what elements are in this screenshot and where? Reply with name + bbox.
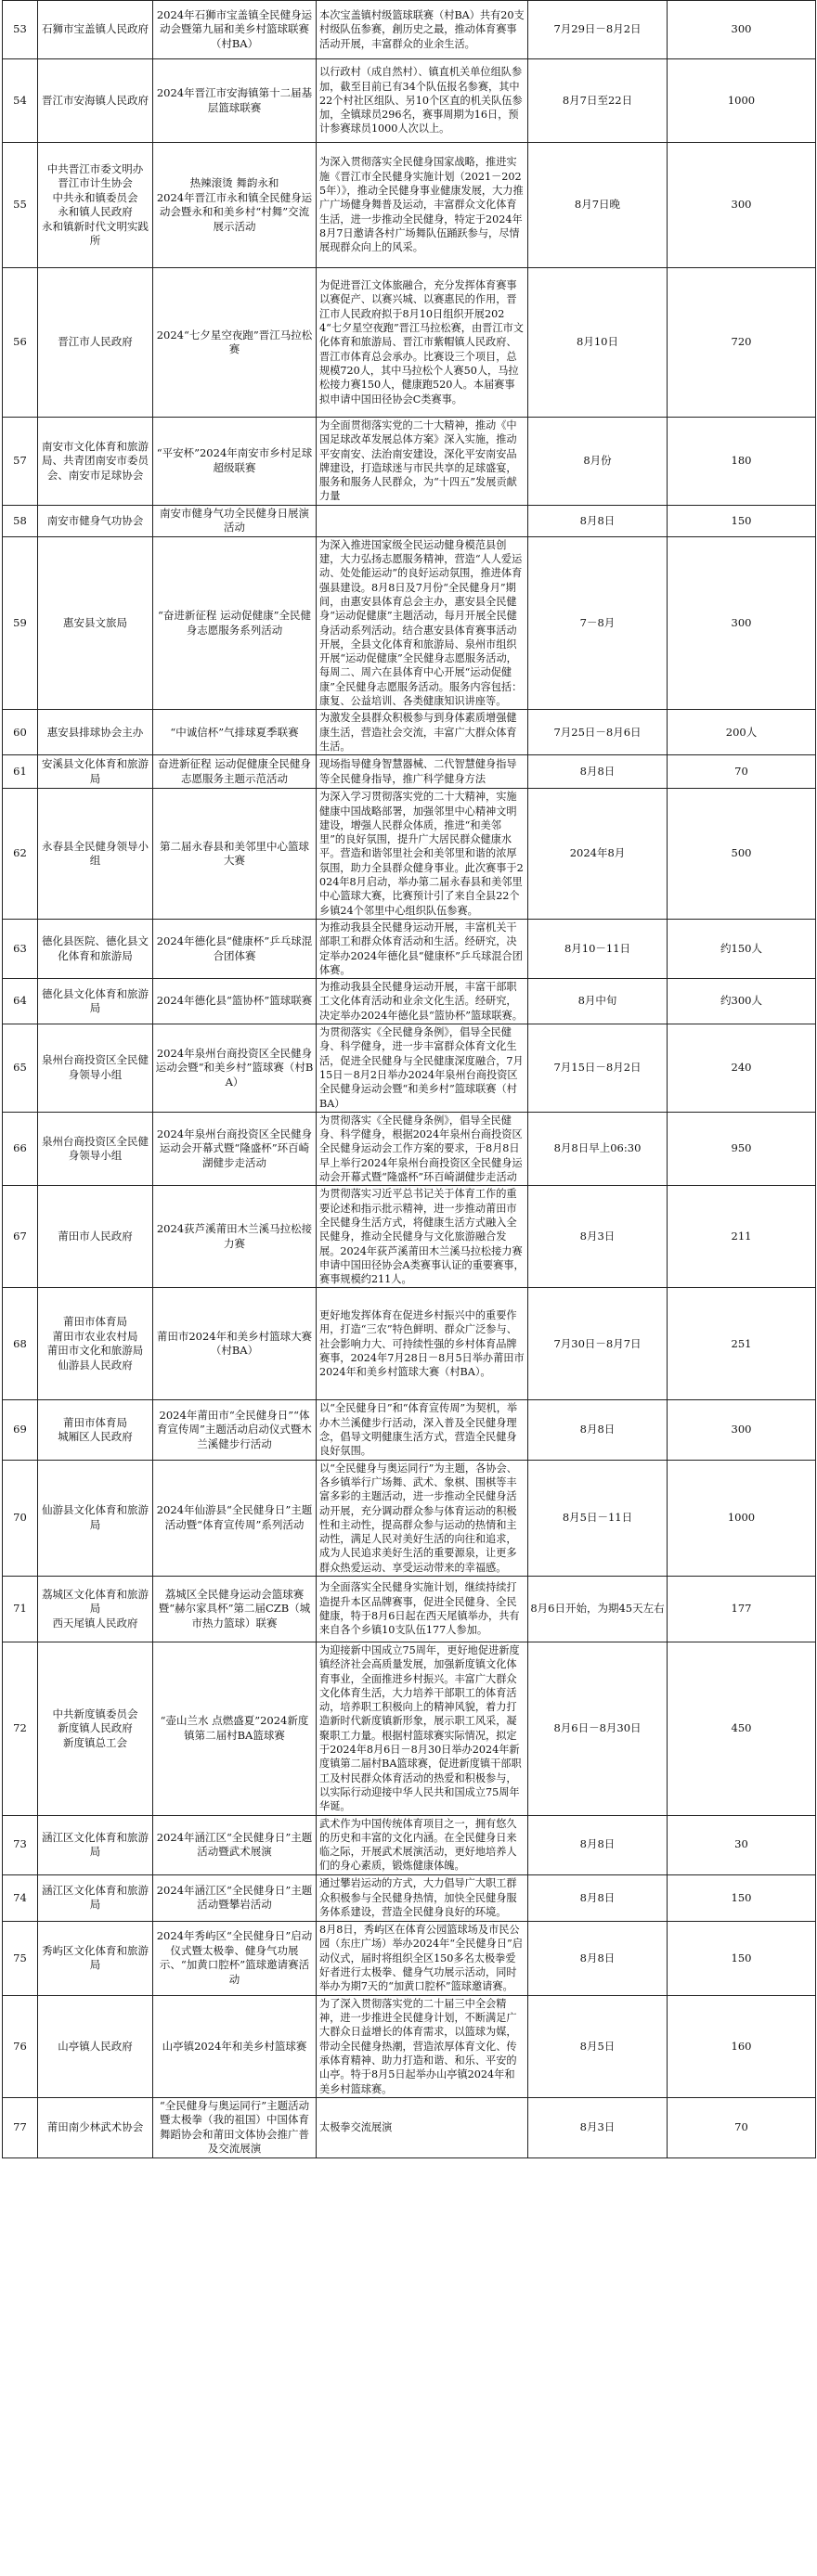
row-number-cell: 69 — [3, 1400, 38, 1460]
row-number-cell: 56 — [3, 268, 38, 418]
event-name-cell: 2024年仙游县“全民健身日”主题活动暨“体育宣传周”系列活动 — [153, 1460, 317, 1576]
participant-count-cell: 180 — [668, 418, 816, 506]
event-time-cell: 8月7日至22日 — [528, 59, 668, 143]
row-number-cell: 53 — [3, 1, 38, 59]
table-row — [3, 1112, 816, 1185]
table-row — [3, 505, 816, 536]
event-name-cell: 南安市健身气功全民健身日展演活动 — [153, 505, 317, 536]
organizer-cell: 晋江市人民政府 — [38, 268, 153, 418]
event-content-cell: 为贯彻落实《全民健身条例》，倡导全民健身、科学健身，进一步丰富群众体育文化生活，促进全民健身与全民健康深度融合，7月15日－8月2日举办2024年泉州台商投资区全民健身运动会暨“和美乡村”篮球联赛（村BA） — [317, 1024, 528, 1113]
event-time-cell: 8月8日 — [528, 755, 668, 789]
table-row — [3, 1400, 816, 1460]
organizer-cell: 仙游县文化体育和旅游局 — [38, 1460, 153, 1576]
event-content-cell: 现场指导健身智慧器械、二代智慧健身指导等全民健身指导，推广科学健身方法 — [317, 755, 528, 789]
event-name-cell: 2024年莆田市“全民健身日”“体育宣传周”主题活动启动仪式暨木兰溪健步行活动 — [153, 1400, 317, 1460]
event-content-cell: 更好地发挥体育在促进乡村振兴中的重要作用，打造“三农”特色鲜明、群众广泛参与、社会影响力大、可持续性强的乡村体育品牌赛事，2024年7月28日－8月5日举办莆田市2024年和美乡村篮球大赛（村BA）。 — [317, 1288, 528, 1400]
organizer-cell: 荔城区文化体育和旅游局 西天尾镇人民政府 — [38, 1577, 153, 1642]
table-row — [3, 1921, 816, 1995]
row-number-cell: 74 — [3, 1874, 38, 1921]
table-row — [3, 1288, 816, 1400]
event-name-cell: “平安杯”2024年南安市乡村足球超级联赛 — [153, 418, 317, 506]
event-content-cell: 本次宝盖镇村级篮球联赛（村BA）共有20支村级队伍参赛，創历史之最，推动体育赛事活动开展，丰富群众的业余生活。 — [317, 1, 528, 59]
participant-count-cell: 251 — [668, 1288, 816, 1400]
event-content-cell: 以“全民健身日”和“体育宣传周”为契机，举办木兰溪健步行活动，深入普及全民健身理念，倡导文明健康生活方式，营造全民健身良好氛围。 — [317, 1400, 528, 1460]
participant-count-cell: 240 — [668, 1024, 816, 1113]
event-name-cell: 2024“七夕星空夜跑”晋江马拉松赛 — [153, 268, 317, 418]
event-name-cell: “壶山兰水 点燃盛夏”2024新度镇第二届村BA篮球赛 — [153, 1642, 317, 1816]
organizer-cell: 石狮市宝盖镇人民政府 — [38, 1, 153, 59]
event-content-cell: 以“全民健身与奥运同行”为主题，各协会、各乡镇举行广场舞、武术、象棋、围棋等丰富多彩的主题活动，进一步推动全民健身活动开展，充分调动群众参与体育运动的积极性和主动性，提高群众参与运动的热情和主动性，满足人民对美好生活的向往和追求，成为人民追求美好生活的重要源泉，让更多群众热爱运动、享受运动带来的幸福感。 — [317, 1460, 528, 1576]
event-time-cell: 2024年8月 — [528, 789, 668, 920]
event-time-cell: 7月30日－8月7日 — [528, 1288, 668, 1400]
event-name-cell: 2024荻芦溪莆田木兰溪马拉松接力赛 — [153, 1186, 317, 1288]
event-name-cell: 第二届永春县和美邻里中心篮球大赛 — [153, 789, 317, 920]
event-name-cell: 2024年德化县“篮协杯”篮球联赛 — [153, 979, 317, 1024]
participant-count-cell: 30 — [668, 1815, 816, 1874]
event-time-cell: 8月6日开始，为期45天左右 — [528, 1577, 668, 1642]
event-time-cell: 7月15日－8月2日 — [528, 1024, 668, 1113]
row-number-cell: 55 — [3, 143, 38, 268]
event-time-cell: 8月5日－11日 — [528, 1460, 668, 1576]
event-content-cell: 为推动我县全民健身运动开展，丰富干部职工文化体育活动和业余文化生活。经研究，决定举办2024年德化县“篮协杯”篮球联赛。 — [317, 979, 528, 1024]
row-number-cell: 77 — [3, 2097, 38, 2157]
table-row — [3, 536, 816, 710]
event-time-cell: 8月3日 — [528, 1186, 668, 1288]
event-name-cell: 2024年涵江区“全民健身日”主题活动暨武术展演 — [153, 1815, 317, 1874]
event-content-cell: 为贯彻落实《全民健身条例》，倡导全民健身、科学健身，根据2024年泉州台商投资区全民健身运动会工作方案的要求，于8月8日早上举行2024年泉州台商投资区全民健身运动会开幕式暨“隆盛杯”环百崎湖健步走活动 — [317, 1112, 528, 1185]
event-time-cell: 7月25日－8月6日 — [528, 710, 668, 755]
row-number-cell: 64 — [3, 979, 38, 1024]
organizer-cell: 莆田市体育局 城厢区人民政府 — [38, 1400, 153, 1460]
participant-count-cell: 160 — [668, 1995, 816, 2097]
event-name-cell: 荔城区全民健身运动会篮球赛暨“赫尔家具杯”第二届CZB（城市热力篮球）联赛 — [153, 1577, 317, 1642]
table-row — [3, 789, 816, 920]
row-number-cell: 63 — [3, 919, 38, 978]
participant-count-cell: 177 — [668, 1577, 816, 1642]
row-number-cell: 71 — [3, 1577, 38, 1642]
event-time-cell: 8月3日 — [528, 2097, 668, 2157]
organizer-cell: 涵江区文化体育和旅游局 — [38, 1874, 153, 1921]
event-content-cell: 8月8日，秀屿区在体育公园篮球场及市民公园（东庄广场）举办2024年“全民健身日”启动仪式，届时将组织全区150多名太极拳爱好者进行太极拳、健身气功展示活动，同时举办为期7天的“加黄口腔杯”篮球邀请赛。 — [317, 1921, 528, 1995]
event-time-cell: 8月6日－8月30日 — [528, 1642, 668, 1816]
event-content-cell: 为全面落实全民健身实施计划，继续持续打造提升本区品牌赛事，促进全民健身、全民健康，特于8月6日起在西天尾镇举办，共有来自各个乡镇10支队伍177人参加。 — [317, 1577, 528, 1642]
participant-count-cell: 150 — [668, 1921, 816, 1995]
table-row — [3, 418, 816, 506]
row-number-cell: 66 — [3, 1112, 38, 1185]
event-content-cell: 太极拳交流展演 — [317, 2097, 528, 2157]
organizer-cell: 永春县全民健身领导小组 — [38, 789, 153, 920]
event-time-cell: 8月8日早上06:30 — [528, 1112, 668, 1185]
participant-count-cell: 150 — [668, 505, 816, 536]
event-content-cell: 为迎接新中国成立75周年，更好地促进新度镇经济社会高质量发展，加强新度镇文化体育事业，全面推进乡村振兴。丰富广大群众文化体育生活，大力培养干部职工的体育活动，培养职工积极向上的精神风貌，着力打造新时代新度镇新形象，展示职工风采，凝聚职工力量。根据村篮球赛实际情况，拟定于2024年8月6日－8月30日举办2024年新度镇第二届村BA篮球赛，促进新度镇干部职工及村民群众体育活动的热爱和积极参与，以实际行动迎接中华人民共和国成立75周年华诞。 — [317, 1642, 528, 1816]
event-content-cell: 为全面贯彻落实党的二十大精神，推动《中国足球改革发展总体方案》深入实施，推动平安南安、法治南安建设，深化平安南安品牌建设，打造球迷与市民共享的足球盛宴，服务和服务人民群众，为“十四五”发展贡献力量 — [317, 418, 528, 506]
row-number-cell: 65 — [3, 1024, 38, 1113]
row-number-cell: 60 — [3, 710, 38, 755]
event-name-cell: 2024年晋江市安海镇第十二届基层篮球联赛 — [153, 59, 317, 143]
organizer-cell: 惠安县排球协会主办 — [38, 710, 153, 755]
event-name-cell: 山亭镇2024年和美乡村篮球赛 — [153, 1995, 317, 2097]
table-row — [3, 1, 816, 59]
event-time-cell: 8月8日 — [528, 505, 668, 536]
participant-count-cell: 70 — [668, 755, 816, 789]
participant-count-cell: 211 — [668, 1186, 816, 1288]
event-time-cell: 7－8月 — [528, 536, 668, 710]
participant-count-cell: 1000 — [668, 1460, 816, 1576]
event-content-cell: 武术作为中国传统体育项目之一，拥有悠久的历史和丰富的文化内涵。在全民健身日来临之际，开展武术展演活动，更好地培养人们的身心素质，锻炼健康体魄。 — [317, 1815, 528, 1874]
table-row — [3, 979, 816, 1024]
row-number-cell: 76 — [3, 1995, 38, 2097]
event-content-cell: 为深入贯彻落实全民健身国家战略，推进实施《晋江市全民健身实施计划（2021－2025年）》，推动全民健身事业健康发展，大力推广广场健身舞普及运动，丰富群众文化体育生活，进一步推动全民健身，特定于2024年8月7日邀请各村广场舞队伍踊跃参与，尽情展现群众向上的风采。 — [317, 143, 528, 268]
participant-count-cell: 150 — [668, 1874, 816, 1921]
row-number-cell: 61 — [3, 755, 38, 789]
event-time-cell: 8月8日 — [528, 1921, 668, 1995]
table-row — [3, 919, 816, 978]
event-content-cell: 为促进晋江文体旅融合，充分发挥体育赛事以赛促产、以赛兴城、以赛惠民的作用，晋江市人民政府拟于8月10日组织开展2024“七夕星空夜跑”晋江马拉松赛，由晋江市文化体育和旅游局、晋江市紫帽镇人民政府、晋江市体育总会承办。比赛设三个项目，总规模720人，其中马拉松个人赛50人，马拉松接力赛150人，健康跑520人。本届赛事拟申请中国田径协会C类赛事。 — [317, 268, 528, 418]
organizer-cell: 莆田市体育局 莆田市农业农村局 莆田市文化和旅游局 仙游县人民政府 — [38, 1288, 153, 1400]
table-row — [3, 710, 816, 755]
event-name-cell: 莆田市2024年和美乡村篮球大赛（村BA） — [153, 1288, 317, 1400]
event-time-cell: 8月10－11日 — [528, 919, 668, 978]
organizer-cell: 泉州台商投资区全民健身领导小组 — [38, 1024, 153, 1113]
participant-count-cell: 200人 — [668, 710, 816, 755]
event-name-cell: 2024年德化县“健康杯”乒乓球混合团体赛 — [153, 919, 317, 978]
table-row — [3, 1577, 816, 1642]
table-row — [3, 1024, 816, 1113]
table-row — [3, 1815, 816, 1874]
organizer-cell: 中共新度镇委员会 新度镇人民政府 新度镇总工会 — [38, 1642, 153, 1816]
event-content-cell: 以行政村（成自然村）、镇直机关单位组队参加，截至目前已有34个队伍报名参赛，其中22个村社区组队、另10个区直的机关队伍参加，全镇球员296名，赛事周期为16日，预计参赛球员1000人次以上。 — [317, 59, 528, 143]
event-content-cell — [317, 505, 528, 536]
event-content-cell: 为贯彻落实习近平总书记关于体育工作的重要论述和指示批示精神，进一步推动莆田市全民健身生活方式，将健康生活方式融入全民健身，推动全民健身与文化旅游融合发展。2024年荻芦溪莆田木兰溪马拉松接力赛申请中国田径协会A类赛事认证的重要赛事，赛事规模约211人。 — [317, 1186, 528, 1288]
participant-count-cell: 720 — [668, 268, 816, 418]
participant-count-cell: 300 — [668, 143, 816, 268]
row-number-cell: 70 — [3, 1460, 38, 1576]
row-number-cell: 54 — [3, 59, 38, 143]
row-number-cell: 62 — [3, 789, 38, 920]
event-content-cell: 为深入推进国家级全民运动健身模范县创建，大力弘扬志愿服务精神，营造“人人爱运动、处处能运动”的良好运动氛围，推进体育强县建设。8月8日及7月份“全民健身月”期间，由惠安县体育总会主办，惠安县全民健身“运动促健康”主题活动，每月开展全民健身活动系列活动。结合惠安县体育赛事活动开展，全县文化体育和旅游局、泉州市组织开展“运动促健康”全民健身志愿服务活动，每周二、周六在县体育中心开展“运动促健康”全民健身志愿服务活动。服务内容包括：康复、公益培训、各类健康知识讲座等。 — [317, 536, 528, 710]
participant-count-cell: 约300人 — [668, 979, 816, 1024]
event-name-cell: 奋进新征程 运动促健康全民健身志愿服务主题示范活动 — [153, 755, 317, 789]
table-row — [3, 143, 816, 268]
table-row — [3, 1995, 816, 2097]
table-row — [3, 268, 816, 418]
row-number-cell: 58 — [3, 505, 38, 536]
event-table — [2, 0, 816, 2158]
table-row — [3, 1186, 816, 1288]
participant-count-cell: 300 — [668, 536, 816, 710]
organizer-cell: 莆田南少林武术协会 — [38, 2097, 153, 2157]
row-number-cell: 57 — [3, 418, 38, 506]
event-name-cell: “奋进新征程 运动促健康”全民健身志愿服务系列活动 — [153, 536, 317, 710]
organizer-cell: 安溪县文化体育和旅游局 — [38, 755, 153, 789]
row-number-cell: 75 — [3, 1921, 38, 1995]
row-number-cell: 67 — [3, 1186, 38, 1288]
event-time-cell: 8月7日晚 — [528, 143, 668, 268]
participant-count-cell: 70 — [668, 2097, 816, 2157]
event-content-cell: 为推动我县全民健身运动开展，丰富机关干部职工和群众体育活动和生活。经研究，决定举办2024年德化县“健康杯”乒乓球混合团体赛。 — [317, 919, 528, 978]
table-row — [3, 1642, 816, 1816]
organizer-cell: 泉州台商投资区全民健身领导小组 — [38, 1112, 153, 1185]
table-row — [3, 59, 816, 143]
event-time-cell: 8月8日 — [528, 1815, 668, 1874]
table-row — [3, 1460, 816, 1576]
organizer-cell: 惠安县文旅局 — [38, 536, 153, 710]
row-number-cell: 59 — [3, 536, 38, 710]
event-time-cell: 7月29日－8月2日 — [528, 1, 668, 59]
table-row — [3, 755, 816, 789]
organizer-cell: 莆田市人民政府 — [38, 1186, 153, 1288]
event-name-cell: “中诚信杯”气排球夏季联赛 — [153, 710, 317, 755]
organizer-cell: 涵江区文化体育和旅游局 — [38, 1815, 153, 1874]
event-name-cell: 2024年泉州台商投资区全民健身运动会暨“和美乡村”篮球赛（村BA） — [153, 1024, 317, 1113]
participant-count-cell: 300 — [668, 1, 816, 59]
event-time-cell: 8月中旬 — [528, 979, 668, 1024]
event-content-cell: 为了深入贯彻落实党的二十届三中全会精神，进一步推进全民健身计划，不断满足广大群众日益增长的体育需求，以篮球为媒，带动全民健身热潮，营造浓厚体育文化、传承体育精神、助力打造和谐、和乐、平安的山亭。特于8月5日起举办山亭镇2024年和美乡村篮球赛。 — [317, 1995, 528, 2097]
organizer-cell: 中共晋江市委文明办 晋江市计生协会 中共永和镇委员会 永和镇人民政府 永和镇新时代文明实践所 — [38, 143, 153, 268]
event-name-cell: 2024年涵江区“全民健身日”主题活动暨攀岩活动 — [153, 1874, 317, 1921]
event-name-cell: 2024年泉州台商投资区全民健身运动会开幕式暨“隆盛杯”环百崎湖健步走活动 — [153, 1112, 317, 1185]
event-time-cell: 8月8日 — [528, 1874, 668, 1921]
participant-count-cell: 1000 — [668, 59, 816, 143]
event-time-cell: 8月10日 — [528, 268, 668, 418]
table-row — [3, 2097, 816, 2157]
row-number-cell: 73 — [3, 1815, 38, 1874]
row-number-cell: 72 — [3, 1642, 38, 1816]
organizer-cell: 南安市文化体育和旅游局、共青团南安市委员会、南安市足球协会 — [38, 418, 153, 506]
organizer-cell: 德化县医院、德化县文化体育和旅游局 — [38, 919, 153, 978]
participant-count-cell: 约150人 — [668, 919, 816, 978]
event-content-cell: 通过攀岩运动的方式，大力倡导广大职工群众积极参与全民健身热情，加快全民健身服务体系建设，营造全民健身良好的环境。 — [317, 1874, 528, 1921]
event-time-cell: 8月份 — [528, 418, 668, 506]
event-name-cell: 2024年石狮市宝盖镇全民健身运动会暨第九届和美乡村篮球联赛（村BA） — [153, 1, 317, 59]
participant-count-cell: 450 — [668, 1642, 816, 1816]
participant-count-cell: 950 — [668, 1112, 816, 1185]
organizer-cell: 晋江市安海镇人民政府 — [38, 59, 153, 143]
organizer-cell: 山亭镇人民政府 — [38, 1995, 153, 2097]
event-name-cell: “全民健身与奥运同行”主题活动暨太极拳（我的祖国）中国体育舞蹈协会和莆田文体协会推广普及交流展演 — [153, 2097, 317, 2157]
event-content-cell: 为激发全县群众积极参与到身体素质增强健康生活，营造社会交流，丰富广大群众体育生活。 — [317, 710, 528, 755]
event-time-cell: 8月8日 — [528, 1400, 668, 1460]
event-name-cell: 2024年秀屿区“全民健身日”启动仪式暨太极拳、健身气功展示、“加黄口腔杯”篮球邀请赛活动 — [153, 1921, 317, 1995]
row-number-cell: 68 — [3, 1288, 38, 1400]
table-row — [3, 1874, 816, 1921]
participant-count-cell: 300 — [668, 1400, 816, 1460]
participant-count-cell: 500 — [668, 789, 816, 920]
organizer-cell: 秀屿区文化体育和旅游局 — [38, 1921, 153, 1995]
organizer-cell: 德化县文化体育和旅游局 — [38, 979, 153, 1024]
event-name-cell: 热辣滚烫 舞韵永和 2024年晋江市永和镇全民健身运动会暨永和和美乡村“村舞”交流展示活动 — [153, 143, 317, 268]
event-time-cell: 8月5日 — [528, 1995, 668, 2097]
organizer-cell: 南安市健身气功协会 — [38, 505, 153, 536]
event-content-cell: 为深入学习贯彻落实党的二十大精神，实施健康中国战略部署，加强邻里中心精神文明建设，增强人民群众体质，推进“和美邻里”的良好氛围，提升广大居民群众健康水平。营造和谐邻里社会和美邻里和谐的浓厚氛围，助力全县群众健身事业。此次赛事于2024年8月启动，举办第二届永春县和美邻里中心篮球大赛，比赛预计引了来自全县22个乡镇24个邻里中心组织队伍参赛。 — [317, 789, 528, 920]
